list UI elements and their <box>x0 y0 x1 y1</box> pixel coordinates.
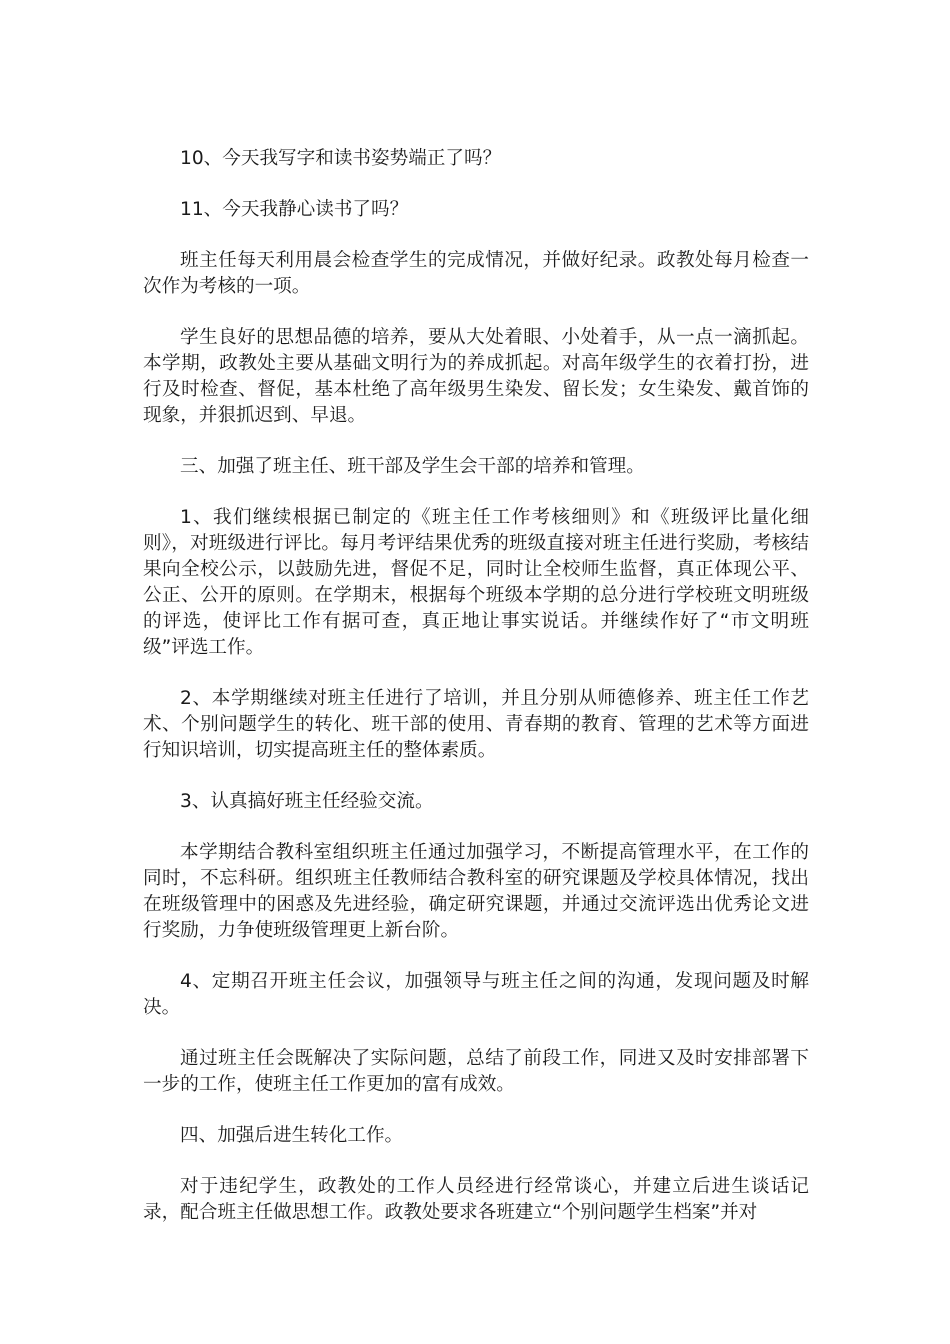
numbered-paragraph-2: 2、本学期继续对班主任进行了培训，并且分别从师德修养、班主任工作艺术、个别问题学生的转化、班干部的使用、青春期的教育、管理的艺术等方面进行知识培训，切实提高班主任的整体素质。 <box>143 688 809 761</box>
numbered-paragraph-4: 4、定期召开班主任会议，加强领导与班主任之间的沟通，发现问题及时解决。 <box>143 971 809 1018</box>
list-item-11: 11、今天我静心读书了吗？ <box>180 199 409 220</box>
body-paragraph: 班主任每天利用晨会检查学生的完成情况，并做好纪录。政教处每月检查一次作为考核的一项。 <box>143 250 809 297</box>
numbered-paragraph-1: 1、我们继续根据已制定的《班主任工作考核细则》和《班级评比量化细则》，对班级进行评比。每月考评结果优秀的班级直接对班主任进行奖励，考核结果向全校公示，以鼓励先进，督促不足，同时让全校师生监督，真正体现公平、公正、公开的原则。在学期末，根据每个班级本学期的总分进行学校班文明班级的评选，使评比工作有据可查，真正地让事实说话。并继续作好了“市文明班级”评选工作。 <box>143 507 809 658</box>
list-item-10: 10、今天我写字和读书姿势端正了吗？ <box>180 148 502 169</box>
section-heading-4: 四、加强后进生转化工作。 <box>180 1125 404 1146</box>
body-paragraph: 通过班主任会既解决了实际问题，总结了前段工作，同进又及时安排部署下一步的工作，使班主任工作更加的富有成效。 <box>143 1048 809 1095</box>
numbered-paragraph-3: 3、认真搞好班主任经验交流。 <box>180 791 434 812</box>
body-paragraph: 学生良好的思想品德的培养，要从大处着眼、小处着手，从一点一滴抓起。本学期，政教处主要从基础文明行为的养成抓起。对高年级学生的衣着打扮，进行及时检查、督促，基本杜绝了高年级男生染发、留长发；女生染发、戴首饰的现象，并狠抓迟到、早退。 <box>143 327 809 426</box>
body-paragraph: 对于违纪学生，政教处的工作人员经进行经常谈心，并建立后进生谈话记录，配合班主任做思想工作。政教处要求各班建立“个别问题学生档案”并对 <box>143 1176 809 1223</box>
section-heading-3: 三、加强了班主任、班干部及学生会干部的培养和管理。 <box>180 456 645 477</box>
document-body <box>143 146 809 1251</box>
body-paragraph: 本学期结合教科室组织班主任通过加强学习，不断提高管理水平，在工作的同时，不忘科研。组织班主任教师结合教科室的研究课题及学校具体情况，找出在班级管理中的困惑及先进经验，确定研究课题，并通过交流评选出优秀论文进行奖励，力争使班级管理更上新台阶。 <box>143 842 809 941</box>
